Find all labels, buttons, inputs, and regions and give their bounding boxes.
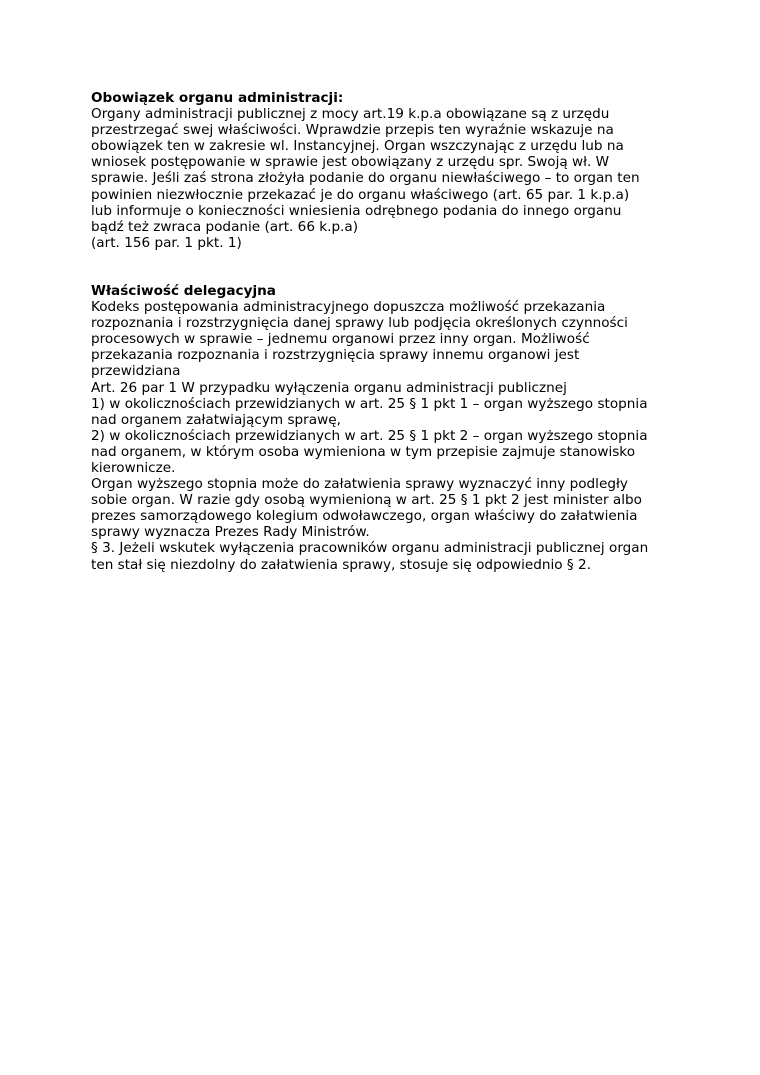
- paragraph-line: Art. 26 par 1 W przypadku wyłączenia organu administracji publicznej: [91, 379, 567, 396]
- paragraph-line: 1) w okolicznościach przewidzianych w art. 25 § 1 pkt 1 – organ wyższego stopnia: [91, 395, 648, 412]
- paragraph-line: ten stał się niezdolny do załatwienia sprawy, stosuje się odpowiednio § 2.: [91, 556, 592, 573]
- paragraph-line: Kodeks postępowania administracyjnego dopuszcza możliwość przekazania: [91, 299, 606, 316]
- paragraph-line: sprawie. Jeśli zaś strona złożyła podanie do organu niewłaściwego – to organ ten: [91, 170, 640, 187]
- document-body: [91, 90, 681, 573]
- paragraph-line: lub informuje o konieczności wniesienia odrębnego podania do innego organu: [91, 202, 622, 219]
- paragraph-line: przestrzegać swej właściwości. Wprawdzie przepis ten wyraźnie wskazuje na: [91, 122, 614, 139]
- paragraph-line: obowiązek ten w zakresie wl. Instancyjnej. Organ wszczynając z urzędu lub na: [91, 138, 624, 155]
- paragraph-line: rozpoznania i rozstrzygnięcia danej sprawy lub podjęcia określonych czynności: [91, 315, 628, 332]
- paragraph-line: 2) w okolicznościach przewidzianych w art. 25 § 1 pkt 2 – organ wyższego stopnia: [91, 427, 648, 444]
- section-obowiazek: [91, 90, 681, 251]
- paragraph-line: sobie organ. W razie gdy osobą wymienioną w art. 25 § 1 pkt 2 jest minister albo: [91, 492, 642, 509]
- paragraph-line: wniosek postępowanie w sprawie jest obowiązany z urzędu spr. Swoją wł. W: [91, 154, 610, 171]
- paragraph-line: przewidziana: [91, 363, 181, 380]
- paragraph-line: przekazania rozpoznania i rozstrzygnięcia sprawy innemu organowi jest: [91, 347, 580, 364]
- section-wlasciwosc-delegacyjna: [91, 283, 681, 573]
- paragraph-line: bądź też zwraca podanie (art. 66 k.p.a): [91, 218, 359, 235]
- paragraph-line: powinien niezwłocznie przekazać je do organu właściwego (art. 65 par. 1 k.p.a): [91, 186, 630, 203]
- section-spacer: [91, 251, 681, 283]
- paragraph-line: nad organem załatwiającym sprawę,: [91, 411, 341, 428]
- paragraph-line: Organy administracji publicznej z mocy art.19 k.p.a obowiązane są z urzędu: [91, 106, 610, 123]
- paragraph-line: Organ wyższego stopnia może do załatwienia sprawy wyznaczyć inny podległy: [91, 476, 628, 493]
- paragraph-line: nad organem, w którym osoba wymieniona w tym przepisie zajmuje stanowisko: [91, 443, 636, 460]
- paragraph-line: sprawy wyznacza Prezes Rady Ministrów.: [91, 524, 370, 541]
- paragraph-line: procesowych w sprawie – jednemu organowi przez inny organ. Możliwość: [91, 331, 590, 348]
- paragraph-line: kierownicze.: [91, 459, 176, 476]
- paragraph-line: prezes samorządowego kolegium odwoławczego, organ właściwy do załatwienia: [91, 508, 638, 525]
- section-heading: Właściwość delegacyjna: [91, 282, 276, 299]
- paragraph-line: § 3. Jeżeli wskutek wyłączenia pracowników organu administracji publicznej organ: [91, 540, 649, 557]
- section-heading: Obowiązek organu administracji:: [91, 90, 344, 106]
- paragraph-line: (art. 156 par. 1 pkt. 1): [91, 234, 242, 251]
